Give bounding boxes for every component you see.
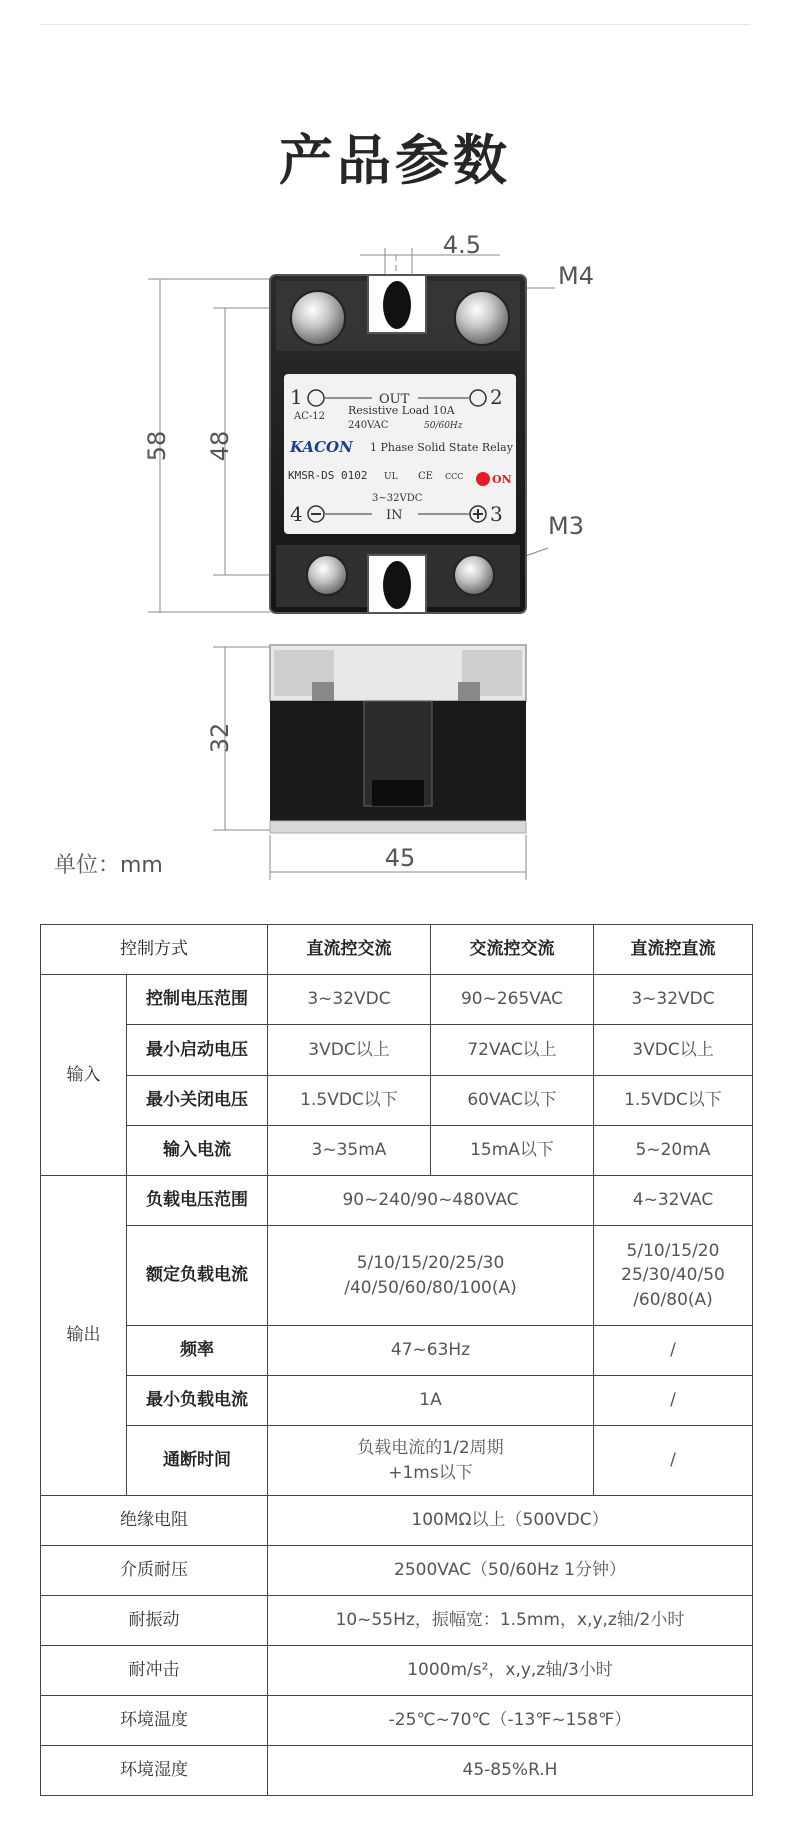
cell-value: 1000m/s²，x,y,z轴/3小时	[268, 1646, 753, 1696]
cell-value: /	[594, 1326, 753, 1376]
svg-text:OUT: OUT	[379, 392, 410, 407]
svg-text:IN: IN	[386, 508, 403, 523]
row-label: 环境温度	[41, 1696, 268, 1746]
table-row	[41, 1426, 753, 1496]
svg-text:Resistive Load 10A: Resistive Load 10A	[348, 404, 455, 417]
row-label: 环境湿度	[41, 1746, 268, 1796]
table-row	[41, 1496, 753, 1546]
relay-top-view	[270, 275, 526, 613]
cell-value	[268, 1226, 594, 1326]
cell-value: 1.5VDC以下	[268, 1076, 431, 1126]
table-row	[41, 1646, 753, 1696]
cell-value	[268, 1426, 594, 1496]
header-ac-ac: 交流控交流	[431, 925, 594, 975]
table-row	[41, 1126, 753, 1176]
cell-value: 1.5VDC以下	[594, 1076, 753, 1126]
cell-value: 90~265VAC	[431, 975, 594, 1025]
row-label: 输入电流	[127, 1126, 268, 1176]
dim-4-5-label: 4.5	[442, 231, 482, 259]
svg-text:UL: UL	[384, 472, 398, 482]
row-label: 通断时间	[127, 1426, 268, 1496]
cell-value: -25℃~70℃（-13℉~158℉）	[268, 1696, 753, 1746]
cell-line: +1ms以下	[388, 1462, 473, 1483]
cell-value: 45-85%R.H	[268, 1746, 753, 1796]
row-label: 耐振动	[41, 1596, 268, 1646]
cell-line: 5/10/15/20	[626, 1240, 720, 1261]
group-input: 输入	[41, 975, 127, 1176]
cell-value: 5~20mA	[594, 1126, 753, 1176]
cell-line: 5/10/15/20/25/30	[356, 1252, 505, 1273]
cell-value: /	[594, 1426, 753, 1496]
cell-value: 15mA以下	[431, 1126, 594, 1176]
cell-value: 4~32VAC	[594, 1176, 753, 1226]
cell-value: 3~32VDC	[268, 975, 431, 1025]
cell-line: /40/50/60/80/100(A)	[344, 1277, 517, 1298]
cell-value: 3VDC以上	[594, 1025, 753, 1076]
table-row	[41, 1326, 753, 1376]
header-dc-ac: 直流控交流	[268, 925, 431, 975]
cell-value: 100MΩ以上（500VDC）	[268, 1496, 753, 1546]
cell-line: 负载电流的1/2周期	[357, 1437, 504, 1458]
dim-32-label: 32	[206, 722, 234, 754]
cell-value: 47~63Hz	[268, 1326, 594, 1376]
dim-m3-label: M3	[548, 512, 584, 540]
row-label: 额定负载电流	[127, 1226, 268, 1326]
unit-label: 单位：mm	[54, 853, 163, 878]
cell-line: 25/30/40/50	[621, 1265, 725, 1286]
row-label: 最小负载电流	[127, 1376, 268, 1426]
row-label: 最小关闭电压	[127, 1076, 268, 1126]
table-row	[41, 975, 753, 1025]
svg-text:KMSR-DS 0102: KMSR-DS 0102	[288, 469, 368, 482]
relay-side-view	[270, 645, 526, 833]
header-dc-dc: 直流控直流	[594, 925, 753, 975]
row-label: 频率	[127, 1326, 268, 1376]
cell-value: 72VAC以上	[431, 1025, 594, 1076]
row-label: 最小启动电压	[127, 1025, 268, 1076]
svg-text:240VAC: 240VAC	[348, 420, 389, 431]
cell-value: /	[594, 1376, 753, 1426]
cell-value: 1A	[268, 1376, 594, 1426]
svg-text:CE: CE	[418, 471, 433, 482]
svg-text:50/60Hz: 50/60Hz	[424, 421, 463, 431]
cell-value: 3VDC以上	[268, 1025, 431, 1076]
svg-text:AC-12: AC-12	[294, 411, 325, 422]
relay-drawing	[0, 0, 790, 900]
dim-45-label: 45	[384, 844, 416, 872]
table-row	[41, 1176, 753, 1226]
svg-text:KACON: KACON	[290, 438, 353, 456]
group-output: 输出	[41, 1176, 127, 1496]
table-row	[41, 1746, 753, 1796]
svg-text:CCC: CCC	[445, 472, 464, 481]
row-label: 耐冲击	[41, 1646, 268, 1696]
svg-text:4: 4	[290, 502, 303, 526]
spec-table	[40, 924, 753, 1796]
table-row	[41, 1025, 753, 1076]
table-row	[41, 1376, 753, 1426]
table-row	[41, 1076, 753, 1126]
page-title: 产品参数	[279, 129, 511, 192]
cell-value: 90~240/90~480VAC	[268, 1176, 594, 1226]
cell-value: 3~35mA	[268, 1126, 431, 1176]
cell-line: /60/80(A)	[633, 1289, 713, 1310]
cell-value: 60VAC以下	[431, 1076, 594, 1126]
dim-58-label: 58	[143, 430, 171, 462]
cell-value: 10~55Hz，振幅宽：1.5mm，x,y,z轴/2小时	[268, 1596, 753, 1646]
cell-value: 2500VAC（50/60Hz 1分钟）	[268, 1546, 753, 1596]
table-row	[41, 1226, 753, 1326]
table-header-row	[41, 925, 753, 975]
row-label: 负载电压范围	[127, 1176, 268, 1226]
svg-text:1: 1	[290, 385, 303, 409]
row-label: 控制电压范围	[127, 975, 268, 1025]
table-row	[41, 1696, 753, 1746]
row-label: 绝缘电阻	[41, 1496, 268, 1546]
svg-text:3~32VDC: 3~32VDC	[372, 493, 423, 504]
svg-text:1 Phase Solid State Relay: 1 Phase Solid State Relay	[370, 441, 513, 454]
table-row	[41, 1596, 753, 1646]
dim-m4-label: M4	[558, 262, 594, 290]
svg-text:ON: ON	[492, 473, 512, 486]
svg-text:2: 2	[490, 385, 503, 409]
svg-text:3: 3	[490, 502, 503, 526]
header-control-mode: 控制方式	[41, 925, 268, 975]
cell-value: 3~32VDC	[594, 975, 753, 1025]
table-row	[41, 1546, 753, 1596]
row-label: 介质耐压	[41, 1546, 268, 1596]
dim-48-label: 48	[206, 430, 234, 462]
cell-value	[594, 1226, 753, 1326]
